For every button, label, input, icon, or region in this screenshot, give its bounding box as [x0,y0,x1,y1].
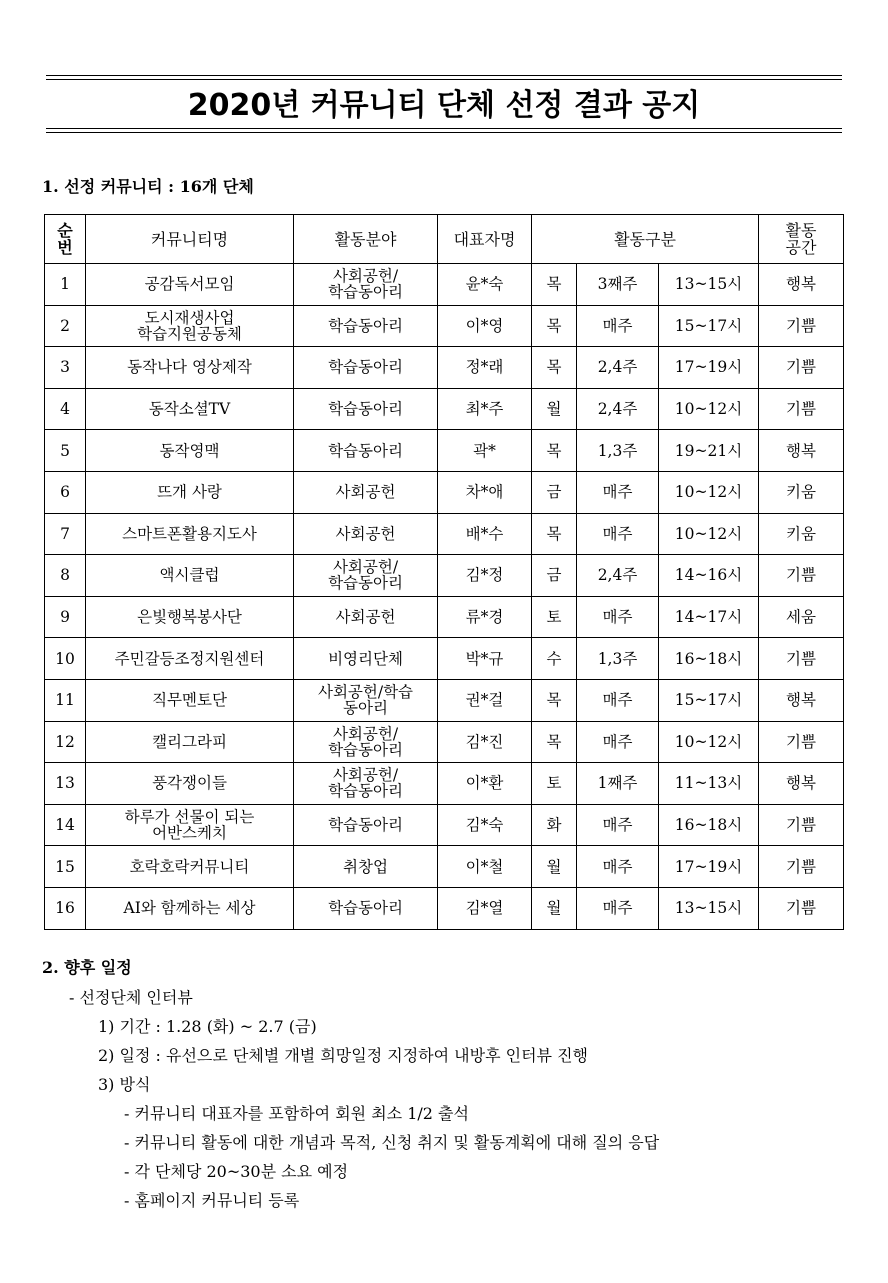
cell-no: 16 [45,887,86,929]
cell-day: 월 [532,887,577,929]
section2-heading: 2. 향후 일정 [42,958,132,977]
cell-no: 2 [45,305,86,347]
cell-space: 기쁨 [759,721,844,763]
title-rule-bottom [46,132,842,133]
table-row [45,347,844,389]
cell-week: 1,3주 [577,430,659,472]
cell-field: 학습동아리 [294,804,438,846]
cell-day: 토 [532,596,577,638]
cell-field: 사회공헌/ 학습동아리 [294,264,438,306]
table-row [45,264,844,306]
cell-day: 목 [532,264,577,306]
cell-name: 동작영맥 [86,430,294,472]
cell-rep: 권*걸 [438,679,532,721]
cell-no: 4 [45,388,86,430]
cell-name: 은빛행복봉사단 [86,596,294,638]
cell-rep: 김*진 [438,721,532,763]
cell-no: 13 [45,763,86,805]
cell-rep: 차*애 [438,471,532,513]
cell-time: 10~12시 [659,388,759,430]
cell-field: 학습동아리 [294,887,438,929]
cell-time: 16~18시 [659,638,759,680]
cell-rep: 김*정 [438,555,532,597]
cell-day: 금 [532,471,577,513]
cell-name: 스마트폰활용지도사 [86,513,294,555]
cell-time: 10~12시 [659,721,759,763]
cell-field: 학습동아리 [294,347,438,389]
header-space: 활동 공간 [759,215,844,264]
cell-field: 학습동아리 [294,388,438,430]
cell-time: 16~18시 [659,804,759,846]
cell-space: 키움 [759,471,844,513]
cell-no: 3 [45,347,86,389]
cell-week: 2,4주 [577,388,659,430]
cell-name: 공감독서모임 [86,264,294,306]
table-row [45,721,844,763]
cell-name: 동작나다 영상제작 [86,347,294,389]
cell-name: 동작소셜TV [86,388,294,430]
cell-rep: 이*영 [438,305,532,347]
cell-day: 목 [532,513,577,555]
table-row [45,430,844,472]
table-row [45,887,844,929]
cell-rep: 이*환 [438,763,532,805]
cell-time: 17~19시 [659,846,759,888]
cell-field: 사회공헌/학습 동아리 [294,679,438,721]
table-row [45,513,844,555]
table-header-row [45,215,844,264]
cell-rep: 윤*숙 [438,264,532,306]
method-item: - 커뮤니티 활동에 대한 개념과 목적, 신청 취지 및 활동계획에 대해 질의 응답 [124,1133,660,1152]
cell-day: 토 [532,763,577,805]
title-rule-bottom-inner [46,128,842,129]
cell-no: 14 [45,804,86,846]
cell-time: 10~12시 [659,471,759,513]
table-row [45,804,844,846]
cell-space: 행복 [759,679,844,721]
cell-day: 금 [532,555,577,597]
cell-space: 키움 [759,513,844,555]
cell-name: 캘리그라피 [86,721,294,763]
cell-field: 사회공헌 [294,513,438,555]
cell-time: 14~17시 [659,596,759,638]
cell-name: 액시클럽 [86,555,294,597]
cell-week: 2,4주 [577,347,659,389]
cell-time: 19~21시 [659,430,759,472]
cell-field: 사회공헌/ 학습동아리 [294,721,438,763]
cell-day: 월 [532,388,577,430]
cell-field: 사회공헌/ 학습동아리 [294,763,438,805]
cell-field: 사회공헌 [294,471,438,513]
cell-day: 목 [532,679,577,721]
cell-time: 10~12시 [659,513,759,555]
cell-week: 매주 [577,721,659,763]
cell-time: 17~19시 [659,347,759,389]
cell-space: 기쁨 [759,846,844,888]
cell-time: 13~15시 [659,264,759,306]
cell-rep: 정*래 [438,347,532,389]
cell-no: 6 [45,471,86,513]
header-activity: 활동구분 [532,215,759,264]
page-title: 2020년 커뮤니티 단체 선정 결과 공지 [187,88,701,123]
cell-week: 3째주 [577,264,659,306]
cell-time: 15~17시 [659,305,759,347]
cell-week: 1째주 [577,763,659,805]
cell-week: 매주 [577,305,659,347]
cell-no: 8 [45,555,86,597]
table-row [45,388,844,430]
title-rule-top [46,75,842,76]
cell-rep: 이*철 [438,846,532,888]
table-row [45,846,844,888]
cell-no: 10 [45,638,86,680]
cell-space: 기쁨 [759,388,844,430]
cell-time: 13~15시 [659,887,759,929]
method-item: - 커뮤니티 대표자를 포함하여 회원 최소 1/2 출석 [124,1104,469,1123]
cell-no: 1 [45,264,86,306]
cell-name: 호락호락커뮤니티 [86,846,294,888]
cell-week: 매주 [577,846,659,888]
cell-field: 학습동아리 [294,305,438,347]
cell-space: 기쁨 [759,638,844,680]
cell-field: 사회공헌/ 학습동아리 [294,555,438,597]
table-row [45,305,844,347]
header-rep: 대표자명 [438,215,532,264]
community-table [44,214,844,930]
cell-rep: 류*경 [438,596,532,638]
header-field: 활동분야 [294,215,438,264]
table-row [45,638,844,680]
table-row [45,471,844,513]
cell-field: 학습동아리 [294,430,438,472]
cell-day: 월 [532,846,577,888]
table-row [45,763,844,805]
method-item: - 홈페이지 커뮤니티 등록 [124,1191,300,1210]
title-rule-top-inner [46,79,842,80]
cell-time: 11~13시 [659,763,759,805]
cell-no: 9 [45,596,86,638]
cell-field: 비영리단체 [294,638,438,680]
cell-day: 화 [532,804,577,846]
cell-field: 사회공헌 [294,596,438,638]
table-row [45,679,844,721]
schedule-line: 2) 일정 : 유선으로 단체별 개별 희망일정 지정하여 내방후 인터뷰 진행 [98,1046,588,1065]
cell-rep: 최*주 [438,388,532,430]
cell-space: 세움 [759,596,844,638]
header-name: 커뮤니티명 [86,215,294,264]
cell-time: 15~17시 [659,679,759,721]
cell-week: 1,3주 [577,638,659,680]
header-no: 순 번 [45,215,86,264]
cell-no: 12 [45,721,86,763]
cell-day: 목 [532,305,577,347]
cell-name: 도시재생사업 학습지원공동체 [86,305,294,347]
cell-name: 풍각쟁이들 [86,763,294,805]
method-line: 3) 방식 [98,1075,151,1094]
cell-name: 직무멘토단 [86,679,294,721]
cell-name: AI와 함께하는 세상 [86,887,294,929]
cell-name: 하루가 선물이 되는 어반스케치 [86,804,294,846]
cell-week: 매주 [577,887,659,929]
section1-heading: 1. 선정 커뮤니티 : 16개 단체 [42,177,254,196]
cell-no: 7 [45,513,86,555]
cell-name: 주민갈등조정지원센터 [86,638,294,680]
period-line: 1) 기간 : 1.28 (화) ~ 2.7 (금) [98,1017,317,1036]
cell-space: 행복 [759,430,844,472]
cell-week: 2,4주 [577,555,659,597]
cell-day: 목 [532,347,577,389]
cell-space: 기쁨 [759,887,844,929]
cell-no: 5 [45,430,86,472]
cell-no: 15 [45,846,86,888]
cell-space: 행복 [759,763,844,805]
cell-day: 목 [532,721,577,763]
cell-day: 목 [532,430,577,472]
cell-week: 매주 [577,596,659,638]
cell-rep: 배*수 [438,513,532,555]
table-row [45,555,844,597]
cell-week: 매주 [577,471,659,513]
cell-rep: 곽* [438,430,532,472]
cell-space: 기쁨 [759,804,844,846]
table-row [45,596,844,638]
cell-day: 수 [532,638,577,680]
cell-no: 11 [45,679,86,721]
cell-rep: 김*열 [438,887,532,929]
cell-rep: 박*규 [438,638,532,680]
cell-week: 매주 [577,513,659,555]
cell-space: 기쁨 [759,347,844,389]
cell-name: 뜨개 사랑 [86,471,294,513]
interview-item: - 선정단체 인터뷰 [69,988,193,1007]
cell-time: 14~16시 [659,555,759,597]
cell-space: 기쁨 [759,555,844,597]
title-box [46,75,842,133]
cell-week: 매주 [577,679,659,721]
cell-space: 행복 [759,264,844,306]
cell-rep: 김*숙 [438,804,532,846]
cell-week: 매주 [577,804,659,846]
cell-space: 기쁨 [759,305,844,347]
cell-field: 취창업 [294,846,438,888]
method-item: - 각 단체당 20~30분 소요 예정 [124,1162,349,1181]
